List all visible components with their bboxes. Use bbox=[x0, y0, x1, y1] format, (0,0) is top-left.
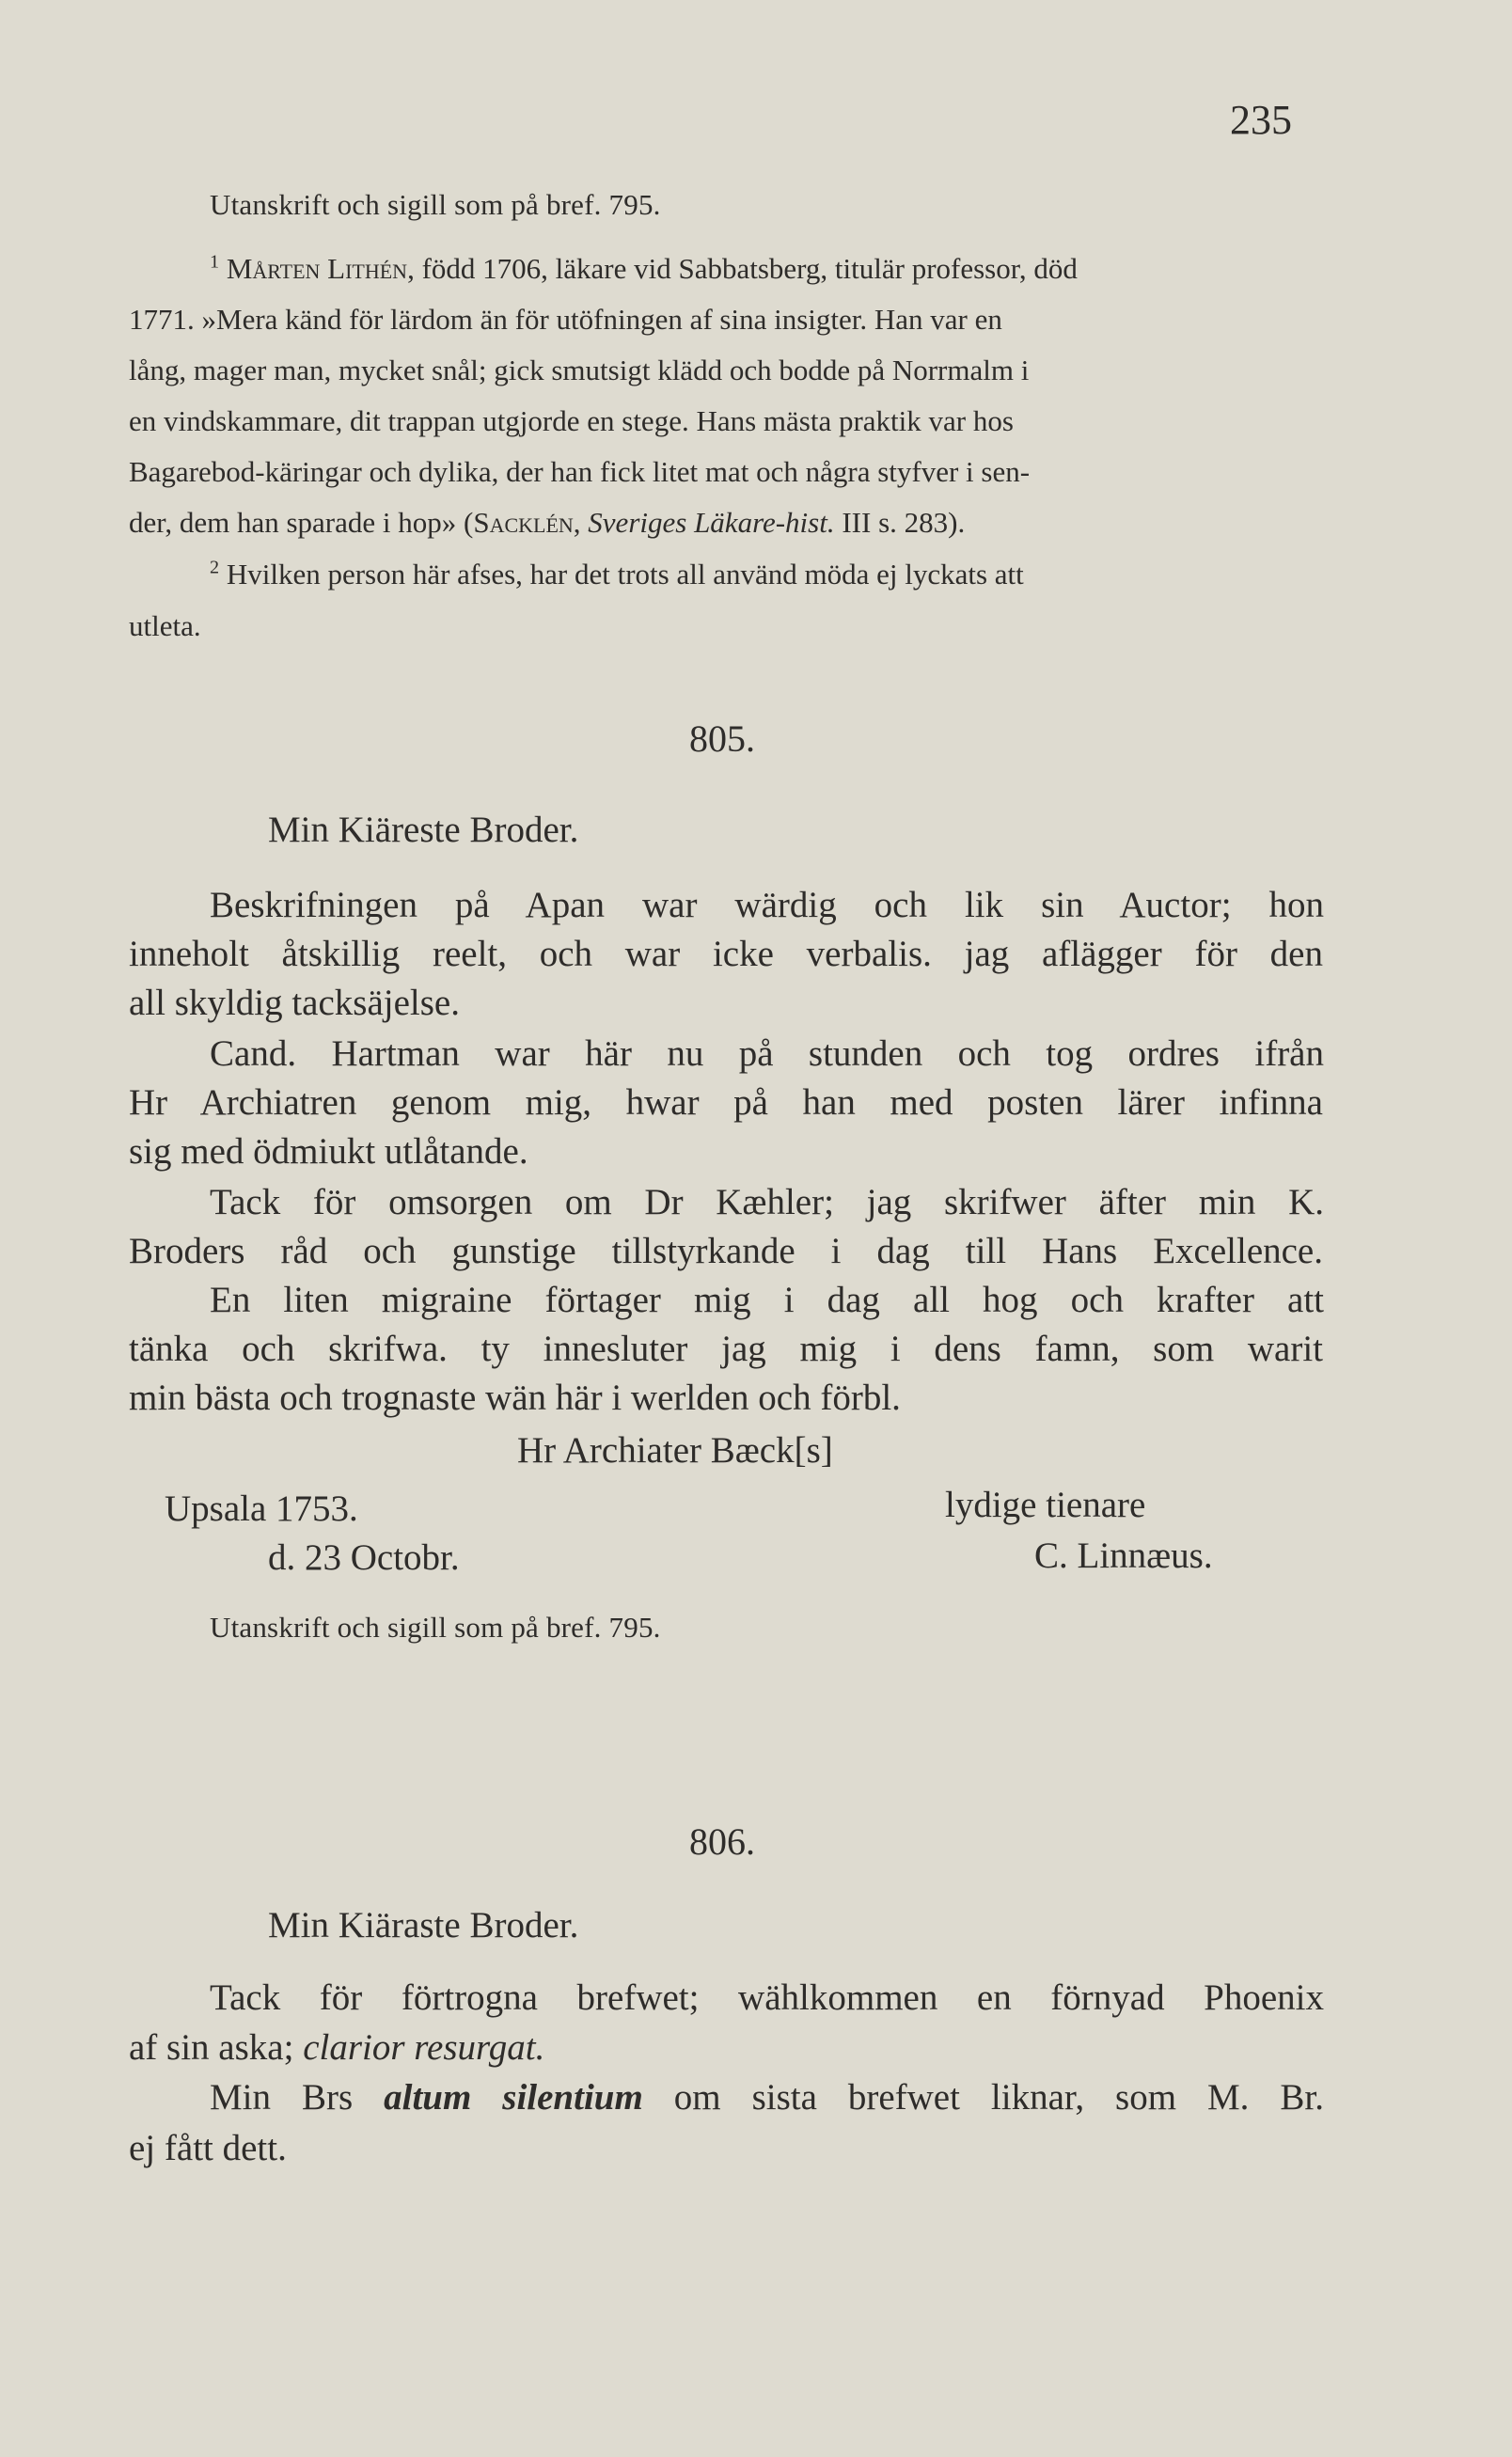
footnote-1-line-6 bbox=[129, 506, 965, 540]
letter-805-signature: C. Linnæus. bbox=[1034, 1536, 1213, 1576]
footnote-2-line-1-text: Hvilken person här afses, har det trots all använd möda ej lyckats att bbox=[226, 558, 1024, 591]
letter-805-line-1: Beskrifningen på Apan war wärdig och lik sin Auctor; hon bbox=[210, 885, 1324, 925]
letter-805-line-4: Cand. Hartman war här nu på stunden och tog ordres ifrån bbox=[210, 1033, 1324, 1074]
letter-805-address-note: Utanskrift och sigill som på bref. 795. bbox=[210, 1611, 661, 1644]
letter-806-number: 806. bbox=[689, 1820, 755, 1863]
letter-805-closing: lydige tienare bbox=[945, 1485, 1146, 1525]
footnote-1-name: Mårten Lithén bbox=[226, 252, 408, 285]
letter-805-line-2: inneholt åtskillig reelt, och war icke verbalis. jag aflägger för den bbox=[129, 934, 1323, 974]
letter-806-line-2 bbox=[129, 2026, 544, 2069]
letter-806-line-3-start: Min Brs bbox=[210, 2077, 385, 2118]
letter-806-line-3-end: om sista brefwet liknar, som M. Br. bbox=[642, 2077, 1324, 2118]
footnote-1-citation-end: III s. 283). bbox=[834, 506, 966, 539]
footnote-1-citation-sep: , bbox=[573, 506, 589, 539]
intro-address-note: Utanskrift och sigill som på bref. 795. bbox=[210, 188, 661, 221]
letter-805-line-11: min bästa och trognaste wän här i werlden och förbl. bbox=[129, 1378, 901, 1418]
footnote-1-line-1 bbox=[210, 252, 1078, 286]
letter-806-latin-phrase: clarior resurgat. bbox=[303, 2027, 545, 2068]
letter-805-line-9: En liten migraine förtager mig i dag all hog och krafter att bbox=[210, 1280, 1324, 1320]
letter-805-line-7: Tack för omsorgen om Dr Kæhler; jag skrifwer äfter min K. bbox=[210, 1182, 1324, 1222]
footnote-1-marker: 1 bbox=[210, 251, 220, 273]
letter-806-salutation: Min Kiäraste Broder. bbox=[268, 1905, 579, 1945]
letter-805-salutation: Min Kiäreste Broder. bbox=[268, 810, 579, 850]
footnote-1-citation-author: Sacklén bbox=[473, 506, 574, 539]
letter-805-line-8: Broders råd och gunstige tillstyrkande i dag till Hans Excellence. bbox=[129, 1231, 1323, 1271]
footnote-1-line-4: en vindskammare, dit trappan utgjorde en stege. Hans mästa praktik var hos bbox=[129, 404, 1014, 437]
footnote-1-line-2: 1771. »Mera känd för lärdom än för utöfningen af sina insigter. Han var en bbox=[129, 303, 1002, 336]
letter-805-line-5: Hr Archiatren genom mig, hwar på han med posten lärer infinna bbox=[129, 1082, 1323, 1123]
letter-806-line-3 bbox=[210, 2076, 1324, 2118]
page-number: 235 bbox=[1230, 97, 1292, 143]
letter-805-date: d. 23 Octobr. bbox=[268, 1537, 460, 1578]
footnote-1-citation-title: Sveriges Läkare-hist. bbox=[588, 506, 835, 539]
letter-805-line-3: all skyldig tacksäjelse. bbox=[129, 983, 460, 1023]
footnote-1-line-3: lång, mager man, mycket snål; gick smutsigt klädd och bodde på Norrmalm i bbox=[129, 354, 1030, 386]
letter-806-latin-silentium: altum silentium bbox=[384, 2077, 643, 2118]
letter-805-addressee: Hr Archiater Bæck[s] bbox=[517, 1430, 833, 1471]
letter-806-line-1: Tack för förtrogna brefwet; wählkommen en förnyad Phoenix bbox=[210, 1977, 1324, 2018]
footnote-1-line-1-text: , född 1706, läkare vid Sabbatsberg, titulär professor, död bbox=[407, 252, 1078, 285]
letter-806-line-2-text: af sin aska; bbox=[129, 2027, 304, 2068]
letter-805-line-6: sig med ödmiukt utlåtande. bbox=[129, 1131, 528, 1172]
footnote-2-line-1 bbox=[210, 558, 1024, 591]
letter-805-line-10: tänka och skrifwa. ty innesluter jag mig i dens famn, som warit bbox=[129, 1329, 1323, 1369]
footnote-2-marker: 2 bbox=[210, 557, 220, 578]
letter-805-place: Upsala 1753. bbox=[165, 1488, 358, 1529]
letter-806-line-4: ej fått dett. bbox=[129, 2128, 287, 2168]
footnote-1-line-5: Bagarebod-käringar och dylika, der han fick litet mat och några styfver i sen- bbox=[129, 455, 1031, 488]
footnote-1-quote-end: der, dem han sparade i hop» ( bbox=[129, 506, 474, 539]
letter-805-number: 805. bbox=[689, 717, 755, 760]
footnote-2-line-2: utleta. bbox=[129, 609, 201, 642]
